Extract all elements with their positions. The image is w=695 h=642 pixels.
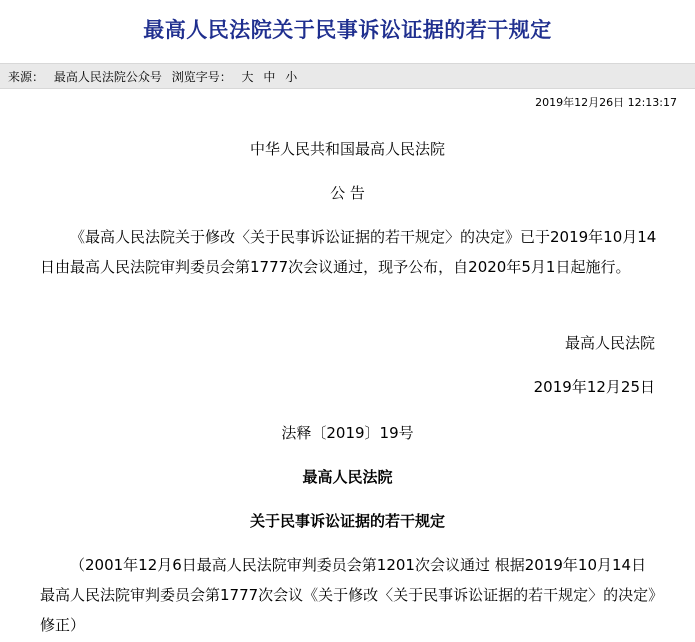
signature-date: 2019年12月25日	[533, 378, 655, 396]
article-title: 最高人民法院关于民事诉讼证据的若干规定	[143, 17, 552, 42]
source-value: 最高人民法院公众号	[53, 70, 162, 84]
publish-datetime: 2019年12月26日 12:13:17	[535, 96, 677, 109]
announcement-body: 《最高人民法院关于修改〈关于民事诉讼证据的若干规定〉的决定》已于2019年10月14日由最高人民法院审判委员会第1777次会议通过，现予公布，自2020年5月1日起施行。	[40, 228, 657, 276]
issuer: 最高人民法院	[302, 468, 393, 486]
source-label: 来源：	[8, 70, 45, 84]
document-number: 法释〔2019〕19号	[281, 424, 414, 442]
rule-title: 关于民事诉讼证据的若干规定	[249, 512, 445, 530]
announcement-heading: 公 告	[330, 184, 365, 202]
amendment-note: （2001年12月6日最高人民法院审判委员会第1201次会议通过 根据2019年10月14日最高人民法院审判委员会第1777次会议《关于修改〈关于民事诉讼证据的若干规定〉的决定》修正）	[40, 556, 656, 634]
signature: 最高人民法院	[564, 334, 655, 352]
font-size-label: 浏览字号：	[171, 70, 232, 84]
font-size-small-link[interactable]: 小	[285, 70, 298, 84]
font-size-large-link[interactable]: 大	[241, 70, 254, 84]
article-meta-bar	[0, 63, 695, 89]
court-name: 中华人民共和国最高人民法院	[249, 140, 445, 158]
font-size-medium-link[interactable]: 中	[263, 70, 276, 84]
